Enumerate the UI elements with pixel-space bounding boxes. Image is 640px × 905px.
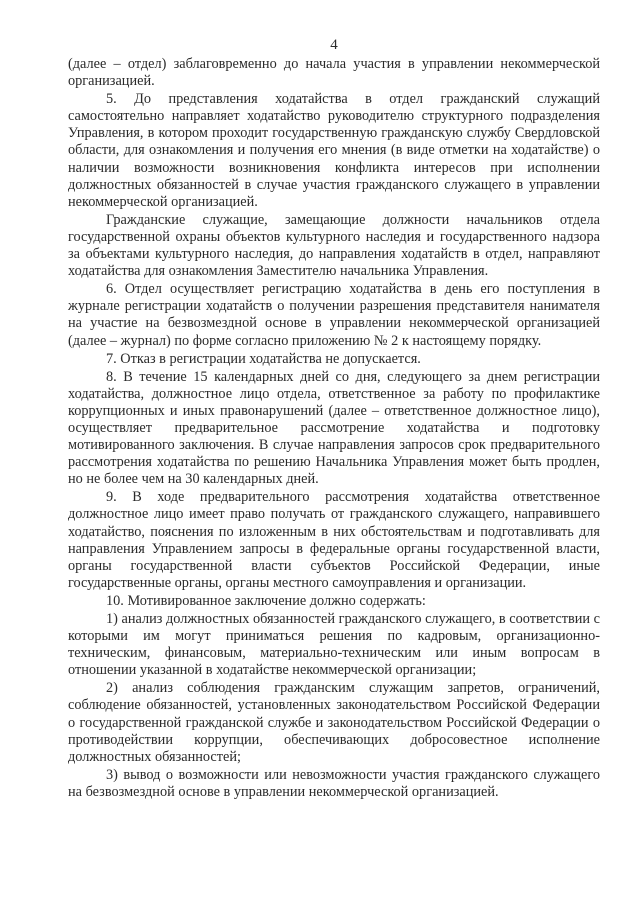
paragraph-continuation: (далее – отдел) заблаговременно до начала участия в управлении некоммерческой организацией.	[68, 56, 600, 90]
paragraph-item-7: 7. Отказ в регистрации ходатайства не допускается.	[106, 350, 421, 367]
document-page	[68, 36, 600, 801]
page-number: 4	[330, 37, 338, 53]
paragraph-item-6: 6. Отдел осуществляет регистрацию ходатайства в день его поступления в журнале регистрации ходатайств о получении разрешения представителя нанимателя на участие на безвозмездной основе в управлении некоммерческой организацией (далее – журнал) по форме согласно приложению № 2 к настоящему порядку.	[68, 281, 600, 349]
paragraph-item-9: 9. В ходе предварительного рассмотрения ходатайства ответственное должностное лицо имеет право получать от гражданского служащего, направившего ходатайство, пояснения по изложенным в них обстоятельствам и подготавливать для направления Управлением запросы в федеральные органы государственной власти, органы государственной власти субъектов Российской Федерации, иные государственные органы, органы местного самоуправления и организации.	[68, 489, 600, 591]
paragraph-item-10: 10. Мотивированное заключение должно содержать:	[106, 592, 426, 609]
paragraph-heads-of-department: Гражданские служащие, замещающие должности начальников отдела государственной охраны объектов культурного наследия и государственного надзора за объектами культурного наследия, до направления ходатайств в отдел, направляют ходатайства для ознакомления Заместителю начальника Управления.	[68, 211, 600, 280]
paragraph-subitem-3: 3) вывод о возможности или невозможности участия гражданского служащего на безвозмездной основе в управлении некоммерческой организацией.	[68, 766, 600, 800]
paragraph-item-5: 5. До представления ходатайства в отдел гражданский служащий самостоятельно направляет ходатайство руководителю структурного подразделения Управления, в котором проходит государственную гражданскую службу Свердловской области, для ознакомления и получения его мнения (в виде отметки на ходатайстве) о наличии возможности возникновения конфликта интересов при исполнении должностных обязанностей в случае участия гражданского служащего в управлении некоммерческой организацией.	[68, 91, 600, 210]
paragraph-subitem-1: 1) анализ должностных обязанностей гражданского служащего, в соответствии с которыми им могут приниматься решения по кадровым, организационно-техническим, финансовым, материально-техническим или иным вопросам в отношении указанной в ходатайстве некоммерческой организации;	[68, 611, 600, 679]
paragraph-subitem-2: 2) анализ соблюдения гражданским служащим запретов, ограничений, соблюдение обязанностей, установленных законодательством Российской Федерации о государственной гражданской службе и законодательством Российской Федерации о противодействии коррупции, обеспечивающих добросовестное исполнение должностных обязанностей;	[68, 680, 600, 765]
paragraph-item-8: 8. В течение 15 календарных дней со дня, следующего за днем регистрации ходатайства, должностное лицо отдела, ответственное за работу по профилактике коррупционных и иных правонарушений (далее – ответственное должностное лицо), осуществляет предварительное рассмотрение ходатайства и подготовку мотивированного заключения. В случае направления запросов срок предварительного рассмотрения ходатайства по решению Начальника Управления может быть продлен, но не более чем на 30 календарных дней.	[68, 368, 600, 488]
